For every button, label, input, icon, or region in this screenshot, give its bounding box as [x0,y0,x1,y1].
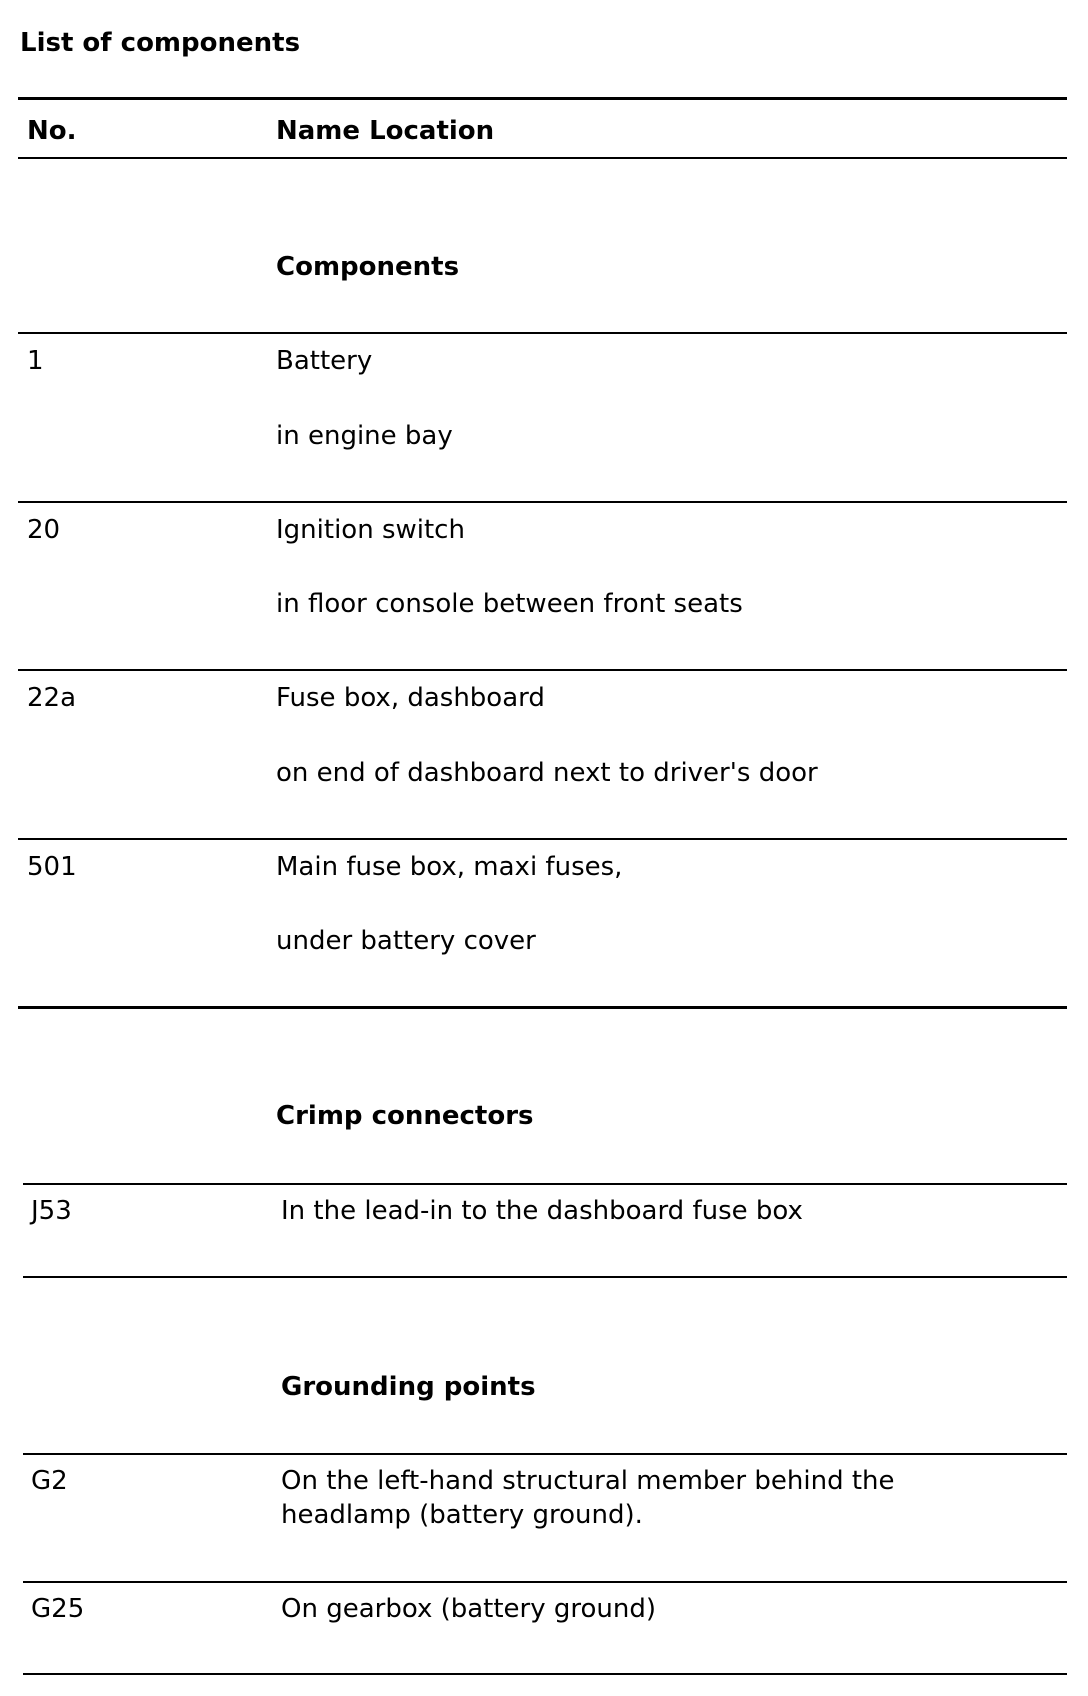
row-divider [18,501,1067,503]
row-location-line2: headlamp (battery ground). [281,1500,643,1530]
header-name-location: Name Location [276,116,495,146]
row-no: J53 [31,1196,72,1226]
row-divider [23,1453,1067,1455]
section-heading-crimp-connectors: Crimp connectors [276,1101,534,1131]
row-divider [23,1673,1067,1675]
section-heading-grounding-points: Grounding points [281,1372,536,1402]
row-name: Main fuse box, maxi fuses, [276,852,623,882]
header-top-rule [18,97,1067,100]
row-divider [23,1183,1067,1185]
row-divider [18,669,1067,671]
section-end-rule [18,1006,1067,1009]
row-no: 1 [27,346,44,376]
row-divider [23,1581,1067,1583]
row-divider [18,332,1067,334]
section-heading-components: Components [276,252,460,282]
row-location: In the lead-in to the dashboard fuse box [281,1196,803,1226]
row-location: on end of dashboard next to driver's door [276,758,818,788]
row-name: Fuse box, dashboard [276,683,545,713]
row-location: under battery cover [276,926,536,956]
row-name: Ignition switch [276,515,465,545]
row-no: G25 [31,1594,85,1624]
header-bottom-rule [18,157,1067,159]
row-location: in engine bay [276,421,453,451]
row-location: in floor console between front seats [276,589,743,619]
row-no: 20 [27,515,61,545]
row-location-line1: On the left-hand structural member behind the [281,1466,895,1496]
header-no: No. [27,116,77,146]
row-no: G2 [31,1466,68,1496]
row-divider [18,838,1067,840]
page-title: List of components [20,28,301,58]
row-location: On gearbox (battery ground) [281,1594,657,1624]
row-no: 501 [27,852,77,882]
row-no: 22a [27,683,77,713]
row-divider [23,1276,1067,1278]
row-name: Battery [276,346,373,376]
